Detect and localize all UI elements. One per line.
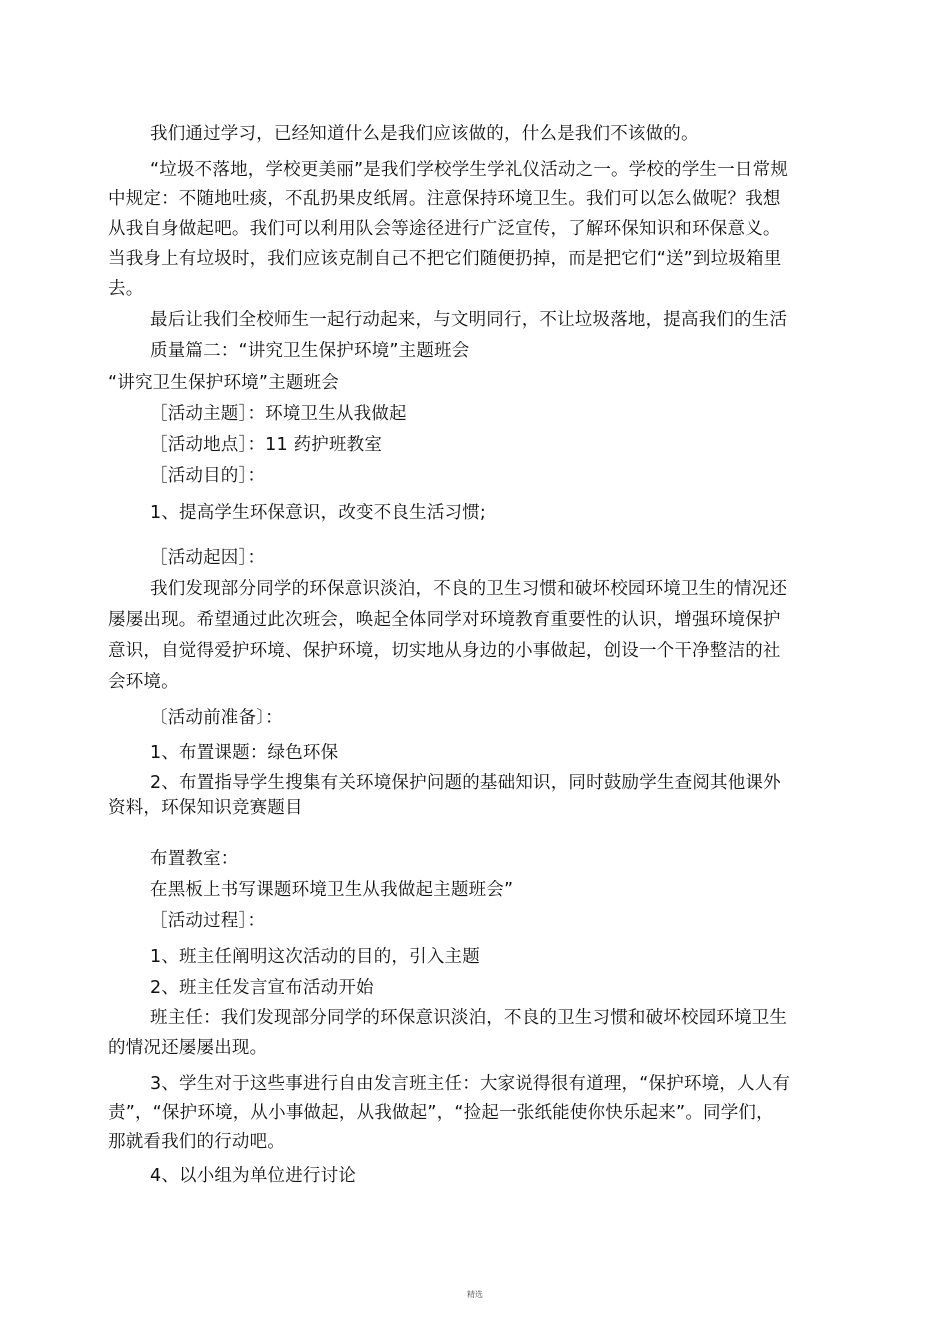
- text-line: 那就看我们的行动吧。: [108, 1132, 285, 1152]
- text-line: 我们通过学习，已经知道什么是我们应该做的，什么是我们不该做的。: [150, 124, 699, 144]
- text-line: 的情况还屡屡出现。: [108, 1038, 268, 1058]
- text-line: ［活动目的］：: [150, 466, 266, 486]
- footer-mark: 精选: [467, 1290, 483, 1299]
- text-line: 责”，“保护环境，从小事做起，从我做起”，“捡起一张纸能使你快乐起来”。同学们，: [108, 1103, 774, 1123]
- text-line: 我们发现部分同学的环保意识淡泊，不良的卫生习惯和破坏校园环境卫生的情况还: [150, 579, 788, 599]
- text-line: 〔活动前准备〕：: [150, 708, 283, 728]
- text-line: 当我身上有垃圾时，我们应该克制自己不把它们随便扔掉，而是把它们“送”到垃圾箱里: [108, 249, 782, 269]
- text-line: 从我自身做起吧。我们可以利用队会等途径进行广泛宣传，了解环保知识和环保意义。: [108, 219, 781, 239]
- text-line: 屡屡出现。希望通过此次班会，唤起全体同学对环境教育重要性的认识，增强环境保护: [108, 610, 781, 630]
- text-line: 在黑板上书写课题环境卫生从我做起主题班会”: [150, 880, 514, 900]
- text-line: “讲究卫生保护环境”主题班会: [108, 373, 339, 393]
- text-line: 1、布置课题：绿色环保: [150, 743, 339, 763]
- text-line: 班主任：我们发现部分同学的环保意识淡泊，不良的卫生习惯和破坏校园环境卫生: [150, 1008, 788, 1028]
- text-line: 质量篇二：“讲究卫生保护环境”主题班会: [150, 341, 470, 361]
- text-line: “垃圾不落地，学校更美丽”是我们学校学生学礼仪活动之一。学校的学生一日常规: [150, 160, 789, 180]
- text-line: ［活动主题］：环境卫生从我做起: [150, 404, 407, 424]
- text-line: ［活动过程］：: [150, 911, 266, 931]
- text-line: 2、布置指导学生搜集有关环境保护问题的基础知识，同时鼓励学生查阅其他课外: [150, 773, 781, 793]
- text-line: ［活动地点］：11 药护班教室: [150, 435, 383, 455]
- text-line: 会环境。: [108, 672, 179, 692]
- text-line: 3、学生对于这些事进行自由发言班主任：大家说得很有道理，“保护环境，人人有: [150, 1074, 791, 1094]
- text-line: 资料，环保知识竞赛题目: [108, 798, 303, 818]
- text-line: 去。: [108, 279, 144, 299]
- text-line: 1、班主任阐明这次活动的目的，引入主题: [150, 947, 480, 967]
- text-line: ［活动起因］：: [150, 548, 266, 568]
- text-line: 4、以小组为单位进行讨论: [150, 1166, 357, 1186]
- text-line: 1、提高学生环保意识，改变不良生活习惯;: [150, 503, 487, 523]
- text-line: 2、班主任发言宣布活动开始: [150, 978, 374, 998]
- text-line: 意识，自觉得爱护环境、保护环境，切实地从身边的小事做起，创设一个干净整洁的社: [108, 641, 781, 661]
- text-line: 最后让我们全校师生一起行动起来，与文明同行，不让垃圾落地，提高我们的生活: [150, 310, 788, 330]
- text-line: 布置教室：: [150, 849, 239, 869]
- text-line: 中规定：不随地吐痰，不乱扔果皮纸屑。注意保持环境卫生。我们可以怎么做呢？我想: [108, 189, 781, 209]
